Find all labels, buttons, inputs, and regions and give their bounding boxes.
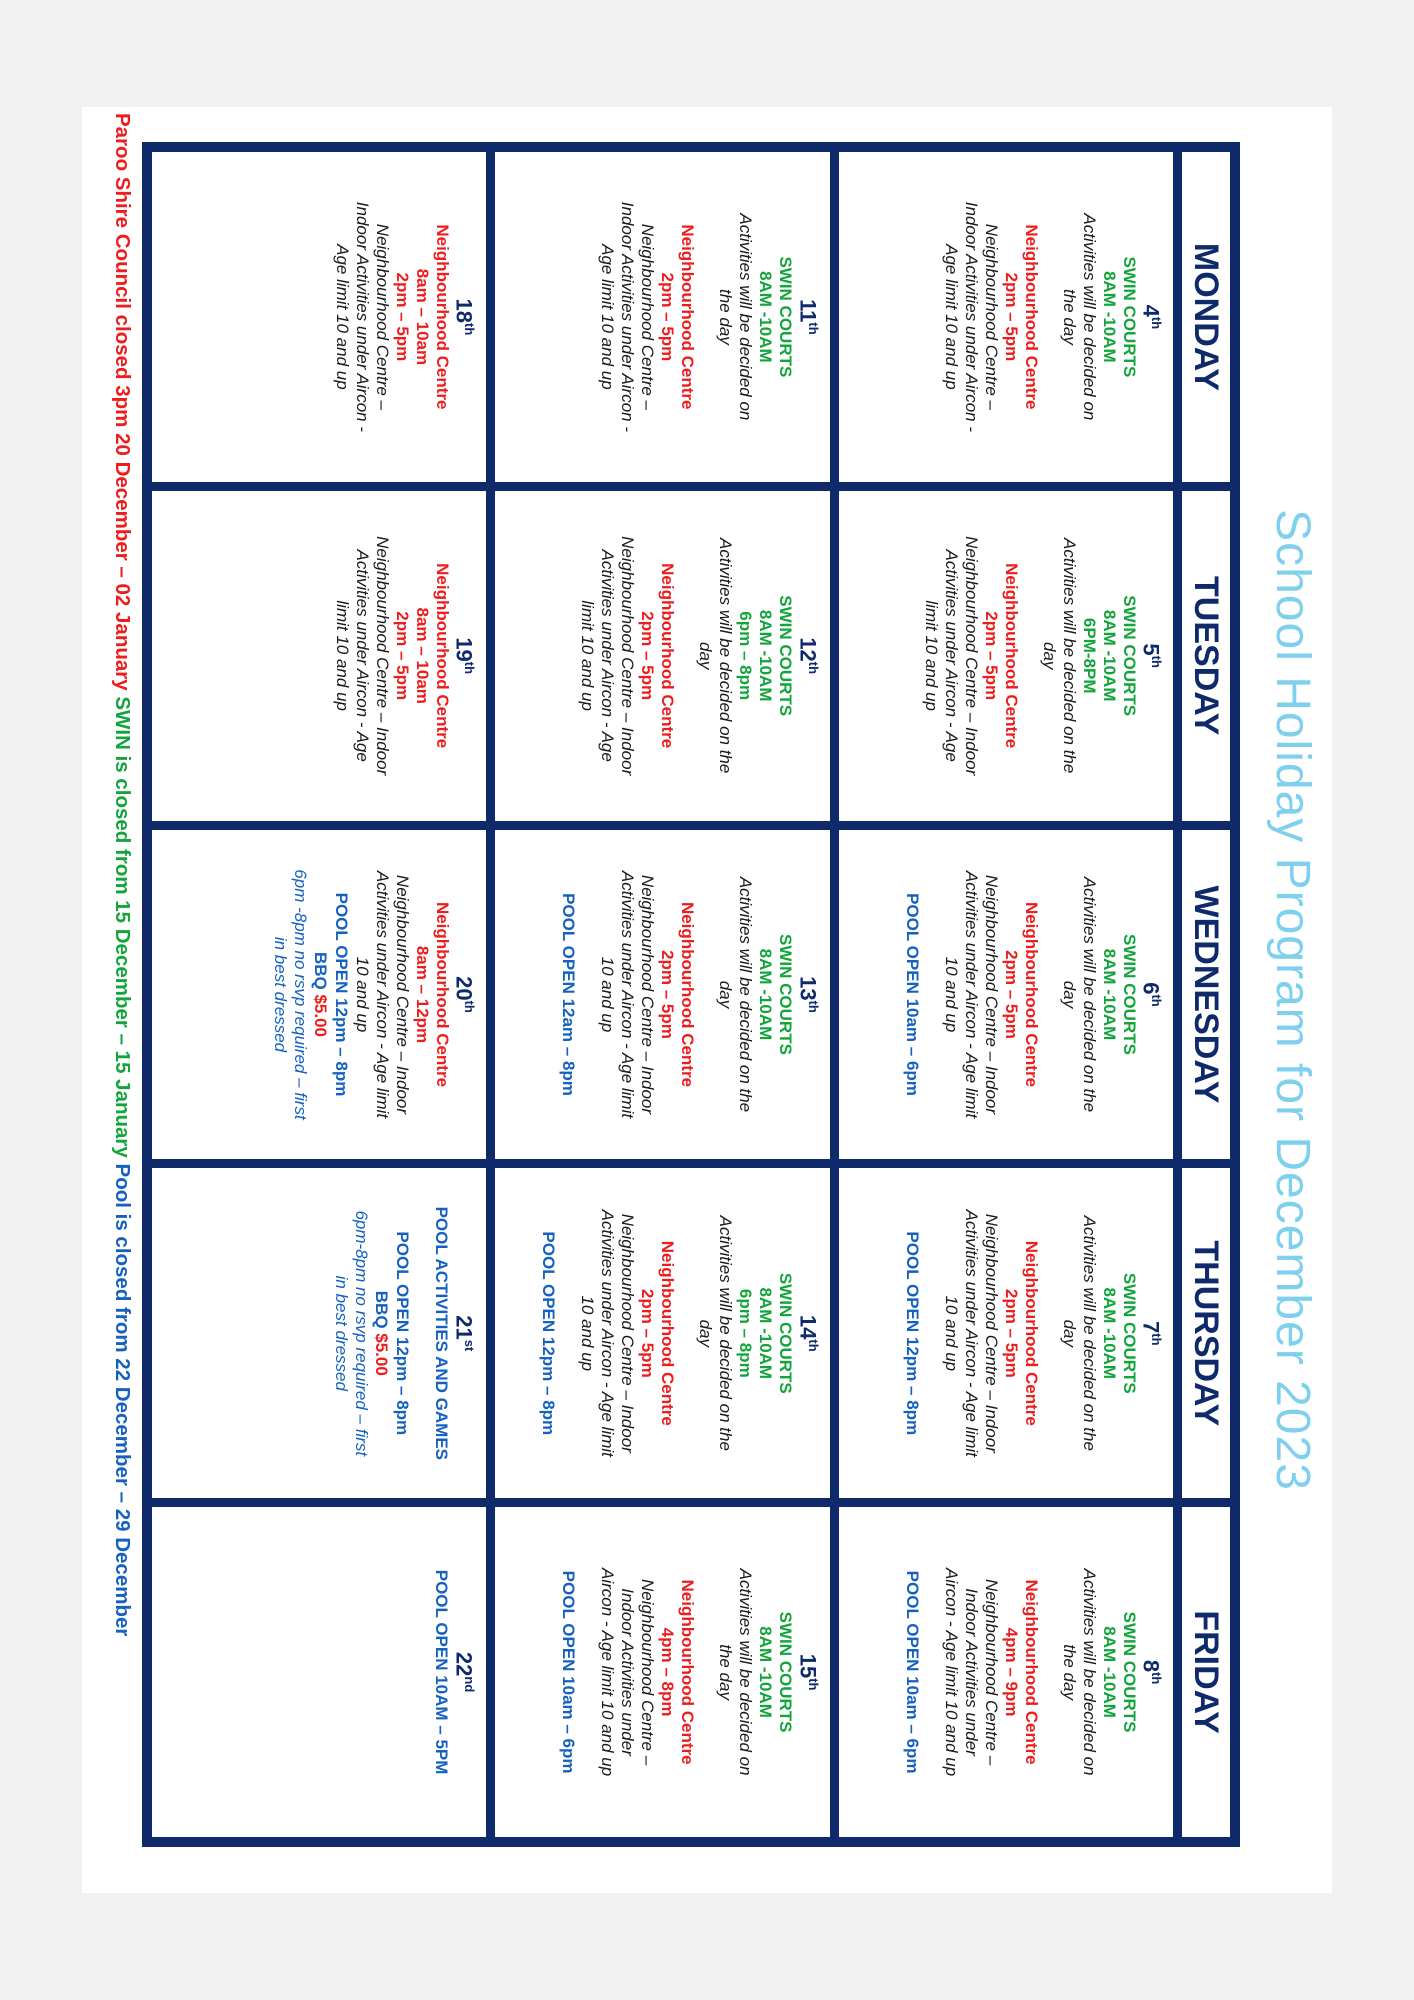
activity-description-line: Neighbourhood Centre – Indoor bbox=[393, 874, 413, 1115]
activity-description-line: day bbox=[1059, 1319, 1079, 1347]
neighbourhood-centre-line: 8am – 12pm bbox=[413, 945, 433, 1044]
date-number: 22 bbox=[452, 1651, 478, 1677]
date-label bbox=[1139, 643, 1169, 668]
neighbourhood-centre-line: 2pm – 5pm bbox=[1001, 272, 1021, 362]
date-suffix: th bbox=[1149, 994, 1164, 1007]
date-suffix: th bbox=[805, 322, 821, 335]
day-header-friday: FRIDAY bbox=[1179, 1504, 1233, 1840]
pool-line: POOL OPEN 10am – 6pm bbox=[559, 1570, 579, 1774]
date-number: 6 bbox=[1138, 982, 1164, 995]
date-suffix: th bbox=[1149, 316, 1164, 330]
neighbourhood-centre-line: Neighbourhood Centre bbox=[1021, 901, 1041, 1088]
activity-description-line: Activities will be decided on the bbox=[736, 876, 756, 1113]
page-title: School Holiday Program for December 2023 bbox=[1266, 509, 1319, 1491]
neighbourhood-centre-line: 2pm – 5pm bbox=[638, 1288, 658, 1378]
neighbourhood-centre-line: 4pm – 9pm bbox=[1001, 1627, 1021, 1717]
activity-description-line: 10 and up bbox=[353, 956, 373, 1033]
date-label bbox=[452, 1315, 482, 1351]
date-number: 21 bbox=[452, 1315, 478, 1340]
activity-description-line: Neighbourhood Centre – bbox=[981, 223, 1001, 410]
activity-description-line: 10 and up bbox=[941, 1295, 961, 1372]
swin-courts-line: SWIN COURTS bbox=[1119, 934, 1139, 1055]
activity-description-line: Age limit 10 and up bbox=[941, 244, 961, 390]
neighbourhood-centre-line: 2pm – 5pm bbox=[638, 611, 658, 701]
day-cell bbox=[836, 1504, 1176, 1840]
activity-description-line: Activities under Aircon - Age limit bbox=[598, 1209, 618, 1457]
activity-description-line: Neighbourhood Centre – bbox=[638, 223, 658, 410]
activity-description-line: Activities will be decided on the bbox=[716, 1215, 736, 1451]
swin-courts-line: SWIN COURTS bbox=[1119, 1272, 1139, 1394]
activity-description-line: Activities will be decided on bbox=[736, 213, 756, 421]
neighbourhood-centre-line: Neighbourhood Centre bbox=[678, 1579, 698, 1765]
activity-description-line: the day bbox=[1059, 289, 1079, 345]
day-cell bbox=[492, 488, 832, 824]
date-label bbox=[1139, 982, 1169, 1007]
day-cell bbox=[149, 149, 489, 485]
activity-description-line: Neighbourhood Centre – bbox=[981, 1578, 1001, 1766]
neighbourhood-centre-line: 4pm – 8pm bbox=[658, 1627, 678, 1717]
activity-description-line: day bbox=[696, 1319, 716, 1347]
neighbourhood-centre-line: 2pm – 5pm bbox=[658, 950, 678, 1039]
pool-line: POOL OPEN 10am – 6pm bbox=[902, 1570, 922, 1774]
council-closure-text: Paroo Shire Council closed 3pm 20 December – 02 January bbox=[111, 113, 134, 697]
day-cell bbox=[492, 1165, 832, 1501]
activity-description-line: day bbox=[696, 641, 716, 670]
activity-description-line: the day bbox=[1059, 1644, 1079, 1700]
activity-description-line: Neighbourhood Centre – bbox=[373, 223, 393, 410]
date-number: 12 bbox=[795, 637, 821, 662]
activity-description-line: Indoor Activities under Aircon - bbox=[353, 201, 373, 433]
swin-courts-line: SWIN COURTS bbox=[776, 1611, 796, 1733]
neighbourhood-centre-line: 2pm – 5pm bbox=[1001, 1288, 1021, 1378]
neighbourhood-centre-line: Neighbourhood Centre bbox=[658, 563, 678, 749]
swin-courts-line: SWIN COURTS bbox=[1119, 1611, 1139, 1733]
neighbourhood-centre-line: 8am – 10am bbox=[413, 607, 433, 704]
date-suffix: th bbox=[462, 1000, 478, 1013]
neighbourhood-centre-line: Neighbourhood Centre bbox=[1021, 1579, 1041, 1765]
swin-courts-line: 6pm – 8pm bbox=[736, 611, 756, 701]
pool-line: POOL ACTIVITIES AND GAMES bbox=[432, 1206, 452, 1461]
bbq-line: BBQ $5.00 bbox=[311, 951, 331, 1038]
swin-courts-line: 6PM-8PM bbox=[1079, 617, 1099, 694]
activity-description-line: Neighbourhood Centre – Indoor bbox=[638, 874, 658, 1115]
activity-description-line: Activities under Aircon - Age limit bbox=[961, 870, 981, 1119]
activity-description-line: Activities will be decided on bbox=[1079, 213, 1099, 421]
swin-courts-line: 8AM -10AM bbox=[1099, 609, 1119, 702]
bbq-price: $5.00 bbox=[311, 994, 331, 1038]
date-number: 18 bbox=[452, 298, 478, 323]
date-label bbox=[452, 1652, 482, 1692]
activity-description-line: Activities under Aircon - Age bbox=[598, 549, 618, 762]
date-suffix: th bbox=[805, 661, 821, 675]
day-header-tuesday: TUESDAY bbox=[1179, 488, 1233, 824]
pool-line: POOL OPEN 12am – 8pm bbox=[559, 893, 579, 1096]
date-suffix: th bbox=[805, 1000, 821, 1013]
activity-description-line: Activities will be decided on the bbox=[1059, 538, 1079, 774]
swin-courts-line: SWIN COURTS bbox=[776, 934, 796, 1055]
neighbourhood-centre-line: 2pm – 5pm bbox=[981, 611, 1001, 701]
swin-courts-line: 8AM -10AM bbox=[756, 1287, 776, 1380]
activity-description-line: 10 and up bbox=[578, 1295, 598, 1372]
date-label bbox=[1139, 305, 1169, 330]
activity-description-line: 10 and up bbox=[598, 956, 618, 1033]
activity-description-line: Activities will be decided on the bbox=[1079, 1215, 1099, 1451]
neighbourhood-centre-line: Neighbourhood Centre bbox=[433, 901, 453, 1088]
date-label bbox=[795, 1654, 825, 1691]
pool-line: POOL OPEN 12pm – 8pm bbox=[332, 892, 352, 1097]
swin-courts-line: 8AM -10AM bbox=[756, 609, 776, 702]
date-label bbox=[1139, 1321, 1169, 1346]
pool-line: POOL OPEN 12pm – 8pm bbox=[902, 1231, 922, 1436]
neighbourhood-centre-line: Neighbourhood Centre bbox=[678, 901, 698, 1088]
activity-description-line: limit 10 and up bbox=[333, 600, 353, 711]
activity-description-line: Activities under Aircon - Age limit bbox=[961, 1209, 981, 1457]
date-label bbox=[452, 299, 482, 336]
activity-description-line: the day bbox=[716, 289, 736, 345]
date-suffix: th bbox=[462, 661, 478, 675]
date-suffix: th bbox=[805, 1339, 821, 1352]
date-number: 19 bbox=[452, 637, 478, 662]
activity-description-line: Activities will be decided on the bbox=[716, 538, 736, 774]
day-header-monday: MONDAY bbox=[1179, 149, 1233, 485]
activity-description-line: the day bbox=[716, 1644, 736, 1700]
date-suffix: th bbox=[1149, 1333, 1164, 1346]
date-number: 15 bbox=[795, 1653, 821, 1679]
date-suffix: th bbox=[805, 1678, 821, 1691]
activity-description-line: Neighbourhood Centre – Indoor bbox=[373, 536, 393, 776]
date-suffix: th bbox=[462, 323, 478, 336]
bbq-price: $5.00 bbox=[372, 1333, 392, 1376]
day-cell bbox=[149, 827, 489, 1163]
activity-description-line: Activities under Aircon - Age bbox=[941, 549, 961, 762]
swin-courts-line: SWIN COURTS bbox=[776, 256, 796, 378]
neighbourhood-centre-line: Neighbourhood Centre bbox=[1021, 1240, 1041, 1426]
date-label bbox=[795, 299, 825, 335]
swin-courts-line: SWIN COURTS bbox=[1119, 595, 1139, 717]
date-number: 14 bbox=[795, 1314, 821, 1340]
document-page bbox=[82, 107, 1332, 1893]
swin-courts-line: 6pm – 8pm bbox=[736, 1288, 756, 1378]
neighbourhood-centre-line: Neighbourhood Centre bbox=[1001, 563, 1021, 749]
pool-line: POOL OPEN 10AM – 5PM bbox=[432, 1569, 452, 1775]
neighbourhood-centre-line: Neighbourhood Centre bbox=[1021, 224, 1041, 410]
neighbourhood-centre-line: Neighbourhood Centre bbox=[678, 224, 698, 410]
date-suffix: th bbox=[1149, 655, 1164, 668]
day-header-wednesday: WEDNESDAY bbox=[1179, 827, 1233, 1163]
pool-line: POOL OPEN 12pm – 8pm bbox=[539, 1231, 559, 1436]
activity-description-line: day bbox=[1039, 641, 1059, 670]
activity-description-line: Aircon - Age limit 10 and up bbox=[941, 1567, 961, 1777]
date-number: 13 bbox=[795, 976, 821, 1001]
day-cell bbox=[836, 488, 1176, 824]
day-cell bbox=[149, 1165, 489, 1501]
activity-description-line: Activities under Aircon - Age limit bbox=[618, 870, 638, 1119]
swin-courts-line: 8AM -10AM bbox=[1099, 1287, 1119, 1380]
activity-description-line: Activities under Aircon - Age limit bbox=[373, 870, 393, 1119]
pool-line: POOL OPEN 10am – 6pm bbox=[902, 893, 922, 1096]
swin-courts-line: 8AM -10AM bbox=[756, 271, 776, 363]
activity-description-line: Activities will be decided on the bbox=[1079, 876, 1099, 1113]
activity-description-line: Neighbourhood Centre – Indoor bbox=[961, 536, 981, 776]
swin-courts-line: 8AM -10AM bbox=[756, 1626, 776, 1718]
date-number: 8 bbox=[1138, 1659, 1164, 1673]
activity-description-line: Neighbourhood Centre – Indoor bbox=[618, 536, 638, 776]
date-number: 5 bbox=[1138, 643, 1164, 656]
calendar-grid bbox=[142, 142, 1240, 1847]
activity-description-line: Activities will be decided on bbox=[736, 1568, 756, 1776]
date-label bbox=[1139, 1660, 1169, 1685]
activity-description-line: Aircon - Age limit 10 and up bbox=[598, 1567, 618, 1777]
activity-description-line: limit 10 and up bbox=[921, 600, 941, 711]
neighbourhood-centre-line: 8am – 10am bbox=[413, 268, 433, 366]
day-cell bbox=[149, 1504, 489, 1840]
date-number: 7 bbox=[1138, 1321, 1164, 1334]
activity-description-line: Indoor Activities under bbox=[961, 1588, 981, 1756]
activity-description-line: Indoor Activities under Aircon - bbox=[961, 201, 981, 433]
neighbourhood-centre-line: Neighbourhood Centre bbox=[658, 1240, 678, 1426]
bbq-note-line: 6pm -8pm no rsvp required – first bbox=[291, 869, 311, 1120]
neighbourhood-centre-line: Neighbourhood Centre bbox=[433, 563, 453, 749]
pool-closure-text: Pool is closed from 22 December – 29 December bbox=[111, 1163, 134, 1637]
neighbourhood-centre-line: 2pm – 5pm bbox=[393, 611, 413, 701]
closure-notice bbox=[110, 107, 134, 1893]
day-cell bbox=[836, 1165, 1176, 1501]
activity-description-line: Activities under Aircon - Age bbox=[353, 549, 373, 762]
date-suffix: th bbox=[1149, 1672, 1164, 1685]
neighbourhood-centre-line: 2pm – 5pm bbox=[658, 272, 678, 362]
day-cell bbox=[836, 149, 1176, 485]
bbq-note-line: in best dressed bbox=[271, 936, 291, 1053]
bbq-note-line: in best dressed bbox=[332, 1275, 352, 1391]
day-cell bbox=[492, 1504, 832, 1840]
swin-courts-line: SWIN COURTS bbox=[776, 1272, 796, 1394]
neighbourhood-centre-line: Neighbourhood Centre bbox=[433, 224, 453, 410]
activity-description-line: Neighbourhood Centre – bbox=[638, 1578, 658, 1766]
swin-closure-text: SWIN is closed from 15 December – 15 January bbox=[111, 696, 134, 1164]
swin-courts-line: 8AM -10AM bbox=[1099, 1626, 1119, 1718]
activity-description-line: Activities will be decided on bbox=[1079, 1568, 1099, 1776]
date-suffix: st bbox=[462, 1339, 478, 1352]
activity-description-line: Age limit 10 and up bbox=[333, 244, 353, 390]
activity-description-line: limit 10 and up bbox=[578, 600, 598, 711]
activity-description-line: Age limit 10 and up bbox=[598, 244, 618, 390]
date-number: 4 bbox=[1138, 304, 1164, 317]
activity-description-line: Indoor Activities under bbox=[618, 1588, 638, 1756]
activity-description-line: 10 and up bbox=[941, 956, 961, 1033]
date-suffix: nd bbox=[462, 1676, 478, 1693]
date-number: 20 bbox=[452, 976, 478, 1001]
bbq-line: BBQ $5.00 bbox=[372, 1290, 392, 1376]
swin-courts-line: 8AM -10AM bbox=[1099, 948, 1119, 1041]
activity-description-line: day bbox=[1059, 980, 1079, 1009]
neighbourhood-centre-line: 2pm – 5pm bbox=[1001, 950, 1021, 1039]
day-cell bbox=[149, 488, 489, 824]
date-label bbox=[795, 1315, 825, 1352]
date-label bbox=[795, 976, 825, 1013]
pool-line: POOL OPEN 12pm – 8pm bbox=[393, 1231, 413, 1436]
date-number: 11 bbox=[795, 299, 821, 323]
activity-description-line: Neighbourhood Centre – Indoor bbox=[981, 1213, 1001, 1453]
swin-courts-line: SWIN COURTS bbox=[776, 595, 796, 717]
day-cell bbox=[492, 149, 832, 485]
swin-courts-line: 8AM -10AM bbox=[756, 948, 776, 1041]
date-label bbox=[452, 976, 482, 1013]
swin-courts-line: SWIN COURTS bbox=[1119, 256, 1139, 378]
activity-description-line: Neighbourhood Centre – Indoor bbox=[981, 874, 1001, 1115]
date-label bbox=[795, 637, 825, 674]
activity-description-line: Neighbourhood Centre – Indoor bbox=[618, 1213, 638, 1453]
neighbourhood-centre-line: 2pm – 5pm bbox=[393, 272, 413, 362]
rotated-content bbox=[82, 107, 1332, 1893]
activity-description-line: day bbox=[716, 980, 736, 1009]
swin-courts-line: 8AM -10AM bbox=[1099, 271, 1119, 363]
day-cell bbox=[836, 827, 1176, 1163]
day-header-thursday: THURSDAY bbox=[1179, 1165, 1233, 1501]
activity-description-line: Indoor Activities under Aircon - bbox=[618, 201, 638, 433]
bbq-note-line: 6pm-8pm no rsvp required – first bbox=[352, 1210, 372, 1457]
day-cell bbox=[492, 827, 832, 1163]
date-label bbox=[452, 637, 482, 674]
